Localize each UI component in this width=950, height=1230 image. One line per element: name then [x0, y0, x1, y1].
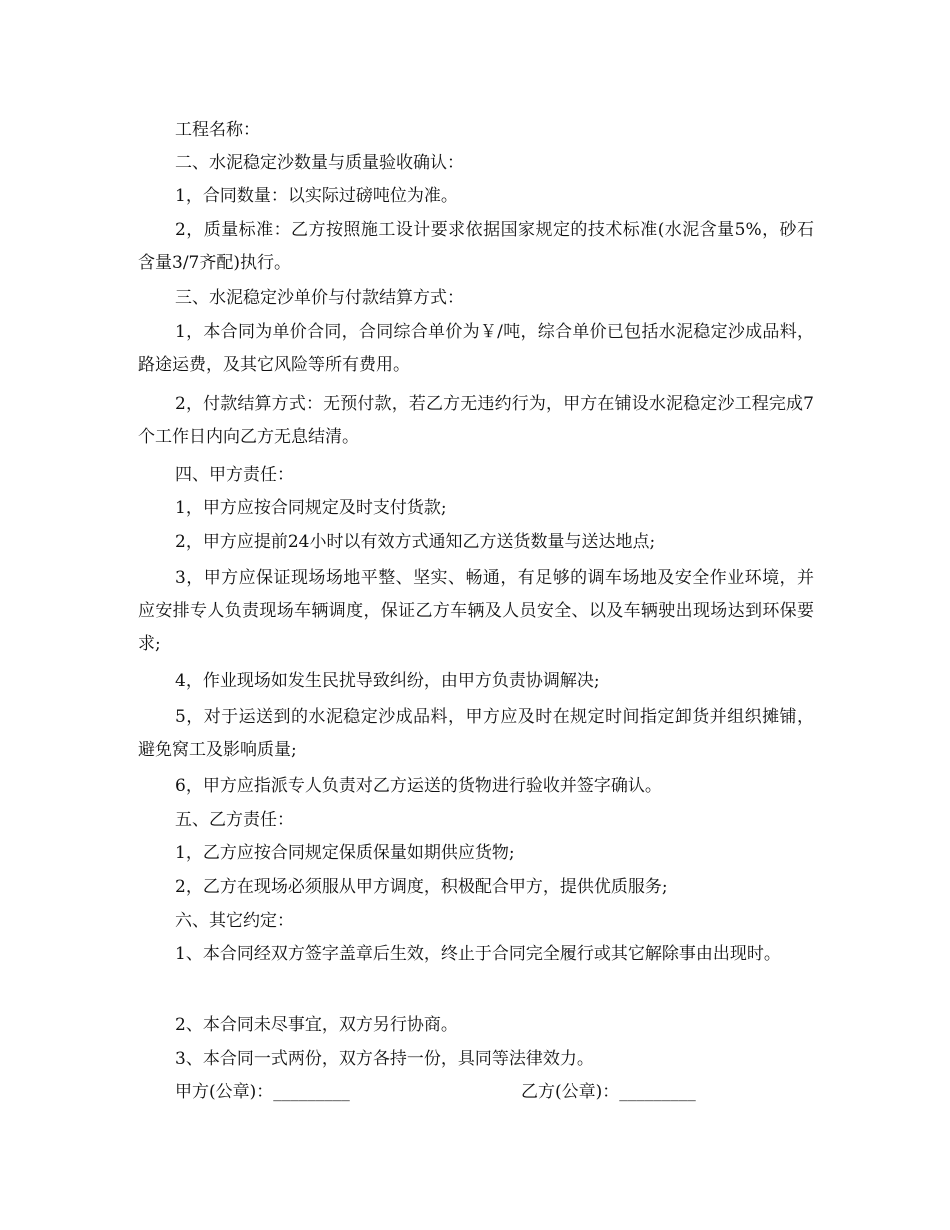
clause-4-6: 6，甲方应指派专人负责对乙方运送的货物进行验收并签字确认。	[175, 776, 662, 796]
clause-4-1: 1，甲方应按合同规定及时支付货款;	[175, 498, 447, 518]
clause-2-2: 2，质量标准：乙方按照施工设计要求依据国家规定的技术标准(水泥含量5%，砂石含量3/7齐配)执行。	[138, 220, 814, 273]
clause-6-2: 2、本合同未尽事宜，双方另行协商。	[175, 1015, 458, 1035]
section-6-heading: 六、其它约定：	[175, 911, 294, 931]
party-b-seal-line: 乙方(公章)：_________	[521, 1082, 696, 1102]
project-name-line: 工程名称：	[175, 120, 260, 140]
section-4-heading: 四、甲方责任：	[175, 465, 294, 485]
clause-3-2: 2，付款结算方式：无预付款，若乙方无违约行为，甲方在铺设水泥稳定沙工程完成7个工作日内向乙方无息结清。	[138, 394, 814, 447]
clause-4-3: 3，甲方应保证现场场地平整、坚实、畅通，有足够的调车场地及安全作业环境，并应安排专人负责现场车辆调度，保证乙方车辆及人员安全、以及车辆驶出现场达到环保要求;	[138, 568, 814, 654]
clause-5-1: 1，乙方应按合同规定保质保量如期供应货物;	[175, 843, 515, 863]
clause-4-2: 2，甲方应提前24小时以有效方式通知乙方送货数量与送达地点;	[175, 532, 656, 552]
section-2-heading: 二、水泥稳定沙数量与质量验收确认：	[175, 153, 464, 173]
clause-6-1: 1、本合同经双方签字盖章后生效，终止于合同完全履行或其它解除事由出现时。	[175, 944, 781, 964]
section-5-heading: 五、乙方责任：	[175, 810, 294, 830]
clause-4-5: 5，对于运送到的水泥稳定沙成品料，甲方应及时在规定时间指定卸货并组织摊铺，避免窝工及影响质量;	[138, 707, 814, 760]
section-3-heading: 三、水泥稳定沙单价与付款结算方式：	[175, 288, 464, 308]
party-a-seal-line: 甲方(公章)：_________	[175, 1082, 350, 1102]
clause-4-4: 4，作业现场如发生民扰导致纠纷，由甲方负责协调解决;	[175, 671, 600, 691]
clause-3-1: 1，本合同为单价合同，合同综合单价为￥/吨，综合单价已包括水泥稳定沙成品料，路途运费，及其它风险等所有费用。	[138, 322, 814, 375]
clause-5-2: 2，乙方在现场必须服从甲方调度，积极配合甲方，提供优质服务;	[175, 877, 668, 897]
clause-2-1: 1，合同数量：以实际过磅吨位为准。	[175, 186, 458, 206]
clause-6-3: 3、本合同一式两份，双方各持一份，具同等法律效力。	[175, 1049, 594, 1069]
